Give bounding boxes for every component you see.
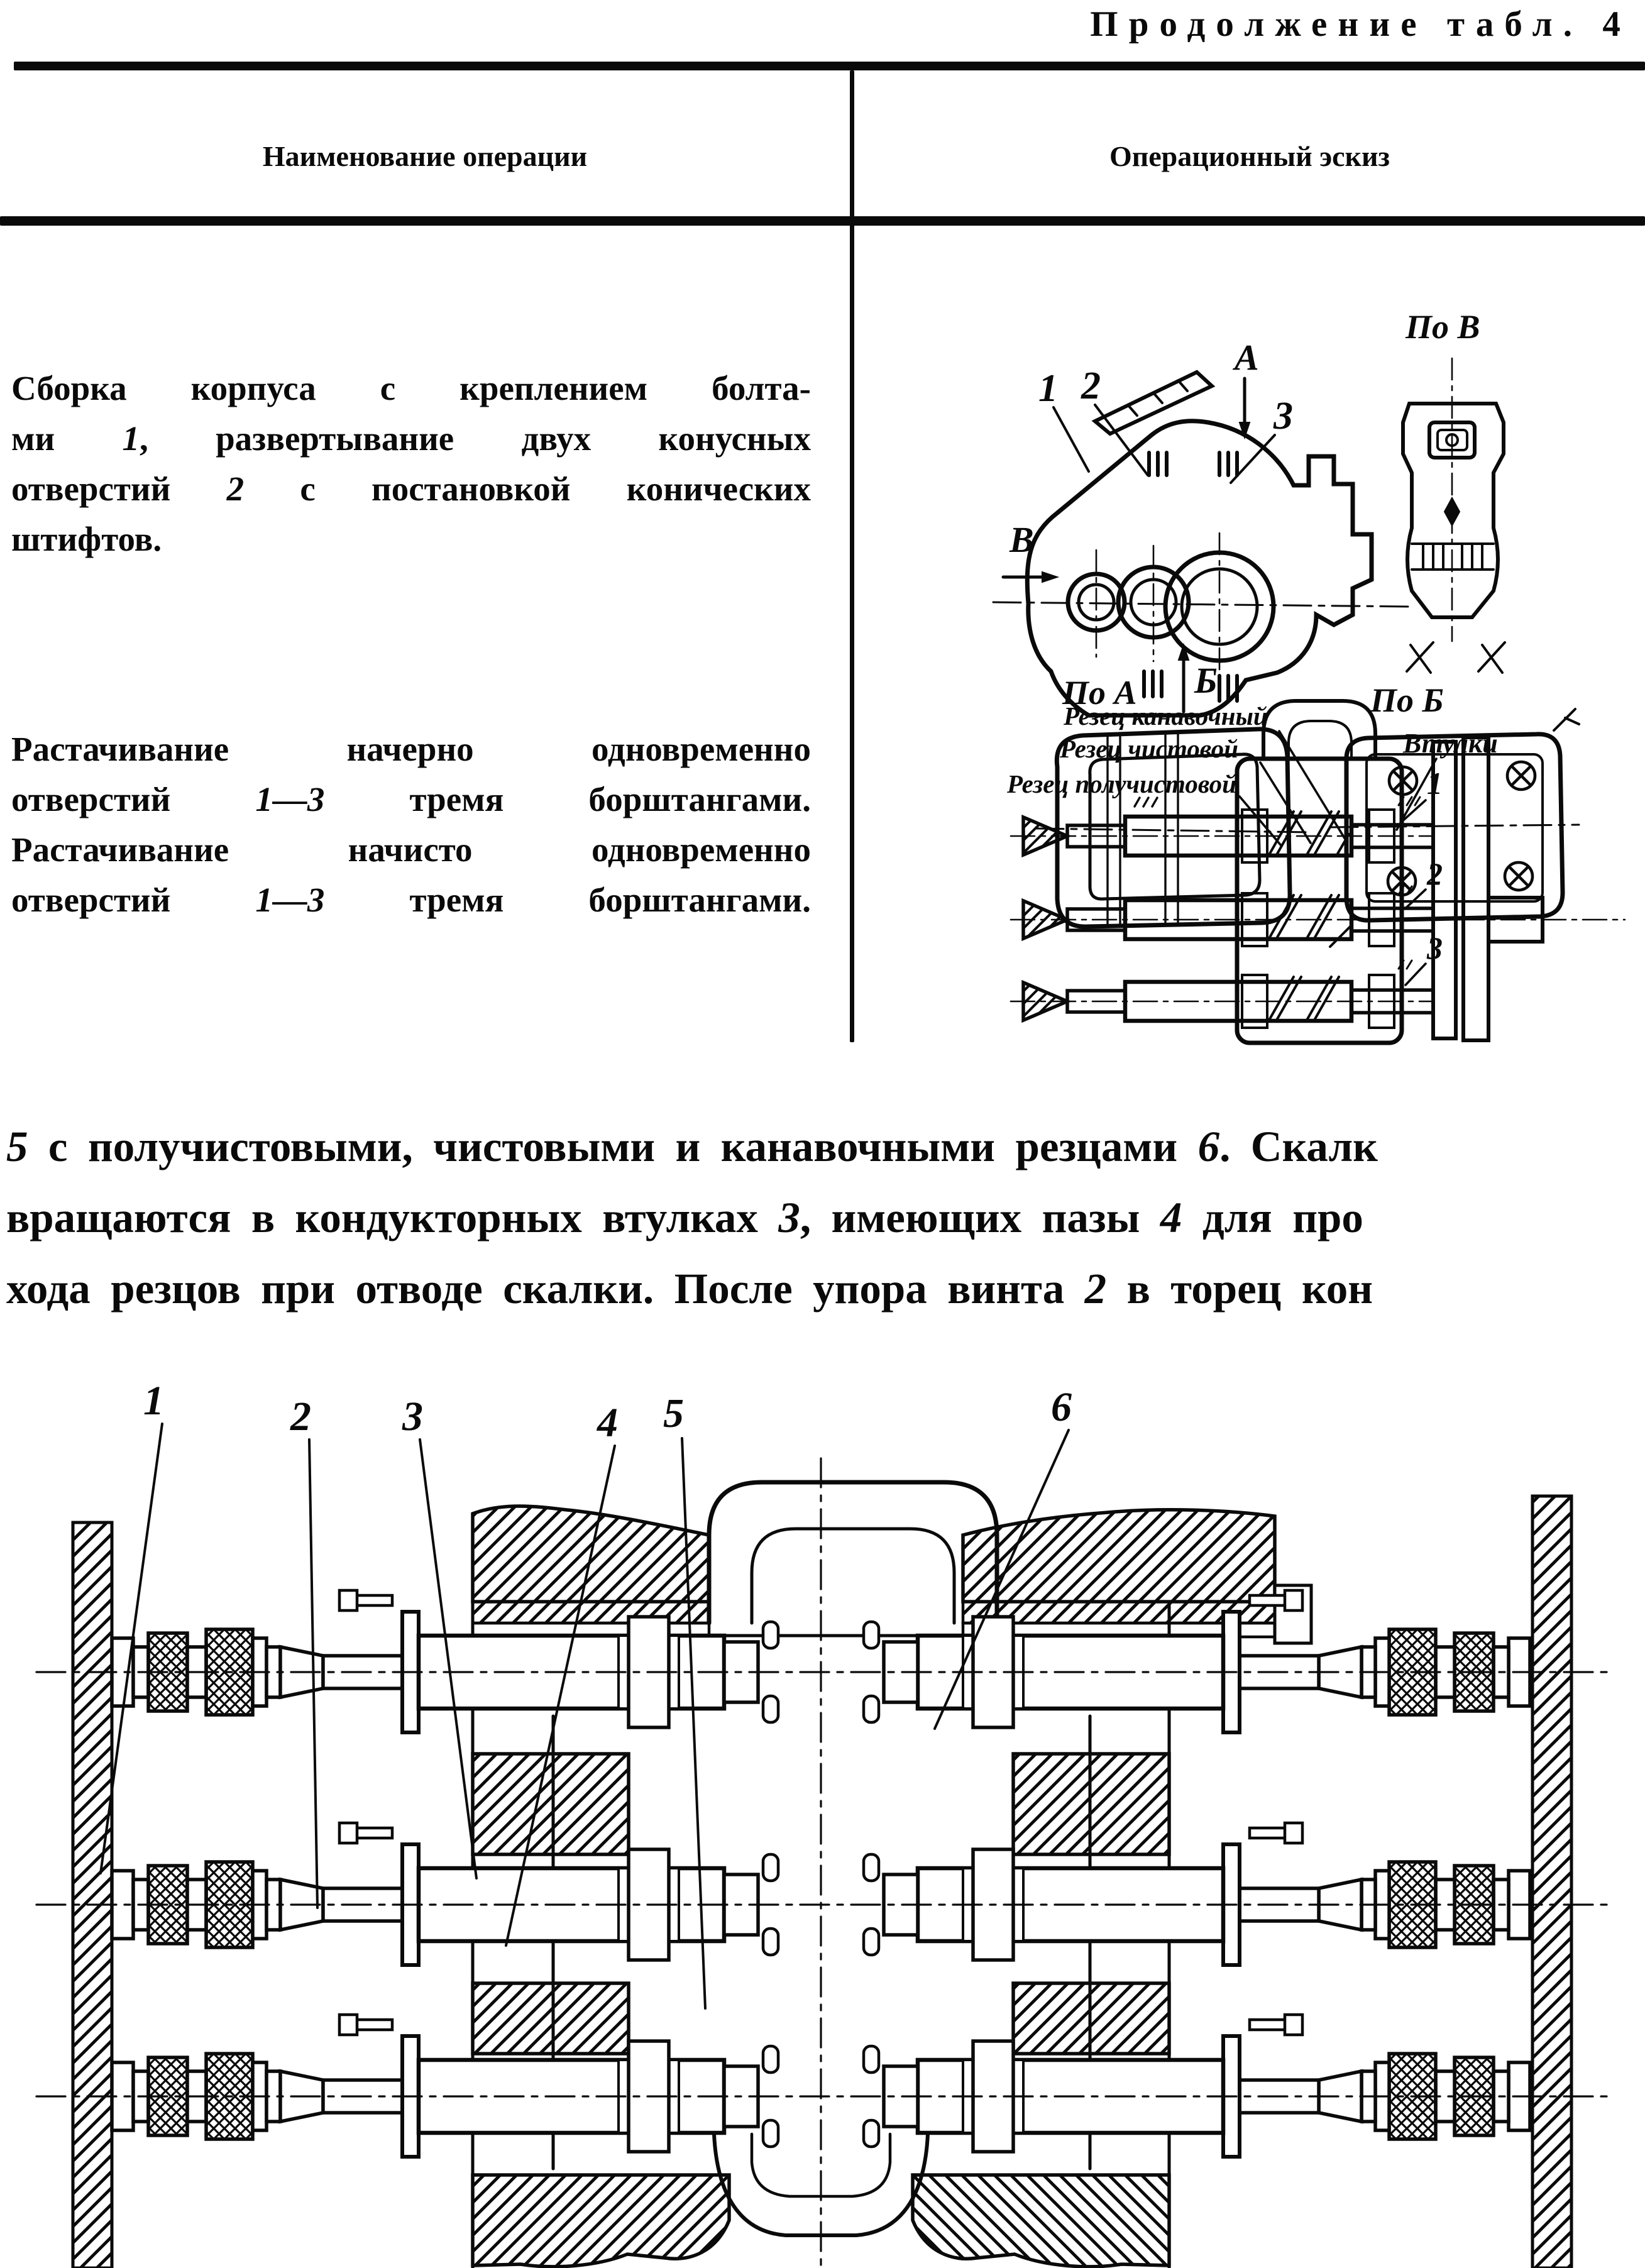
operation-cell-1	[11, 363, 811, 564]
sketch1-callout-1: 1	[1038, 367, 1058, 410]
operation-text-line: ми 1, развертывание двух конусных	[11, 419, 811, 458]
table-column-divider	[850, 70, 854, 1042]
figure-callout-5: 5	[663, 1390, 684, 1436]
sketch1-callout-3: 3	[1274, 395, 1293, 438]
body-paragraph	[6, 1111, 1645, 1324]
sketch1-view-label-po-b: По Б	[1370, 681, 1444, 719]
operation-text-line: Растачивание начисто одновременно	[11, 830, 811, 869]
operation-text-line: Сборка корпуса с креплением болта-	[11, 369, 811, 407]
operation-text-line: Растачивание начерно одновременно	[11, 730, 811, 768]
sketch-boring-bars	[993, 682, 1645, 1050]
table-rule-top	[14, 62, 1645, 70]
operation-text-line: отверстий 1—3 тремя борштангами.	[11, 780, 811, 818]
sketch2-callout-1: 1	[1427, 766, 1443, 801]
column-header-sketch: Операционный эскиз	[1109, 140, 1390, 172]
figure-callout-6: 6	[1051, 1384, 1072, 1430]
body-text-line: 5 с получистовыми, чистовыми и канавочными резцами 6. Скалк	[6, 1123, 1378, 1170]
figure-callout-4: 4	[597, 1400, 618, 1446]
sketch2-label-finish-cutter: Резец чистовой	[1060, 734, 1238, 763]
sketch2-label-groove-cutter: Резец канавочный	[1064, 702, 1268, 730]
operation-cell-2	[11, 724, 811, 925]
continuation-title: Продолжение табл. 4	[1090, 4, 1631, 44]
sketch2-label-semifinish-cutter: Резец получистовой	[1007, 769, 1236, 798]
sketch1-section-label-a: А	[1235, 337, 1259, 378]
sketch1-view-label-po-v: По В	[1406, 308, 1480, 346]
sketch1-callout-2: 2	[1081, 365, 1101, 407]
sketch1-section-label-b: Б	[1194, 660, 1218, 701]
figure-callout-3: 3	[402, 1394, 423, 1440]
table-rule-under-header	[0, 216, 1645, 226]
sketch2-label-bushings: Втулки	[1403, 728, 1498, 759]
sketch1-view-label-po-a: По А	[1062, 674, 1137, 712]
operation-text-line: отверстий 2 с постановкой конических	[11, 470, 811, 508]
main-figure	[0, 1351, 1645, 2268]
sketch1-section-label-v: В	[1010, 519, 1034, 560]
sketch2-callout-2: 2	[1427, 856, 1443, 891]
sketch2-callout-3: 3	[1427, 930, 1443, 966]
column-header-operation: Наименование операции	[262, 140, 588, 172]
figure-callout-1: 1	[143, 1378, 164, 1424]
operation-text-line: штифтов.	[11, 520, 162, 558]
body-text-line: вращаются в кондукторных втулках 3, имеющих пазы 4 для про	[6, 1194, 1363, 1241]
operation-text-line: отверстий 1—3 тремя борштангами.	[11, 881, 811, 919]
body-text-line: хода резцов при отводе скалки. После упора винта 2 в торец кон	[6, 1265, 1373, 1313]
figure-callout-2: 2	[290, 1394, 311, 1440]
